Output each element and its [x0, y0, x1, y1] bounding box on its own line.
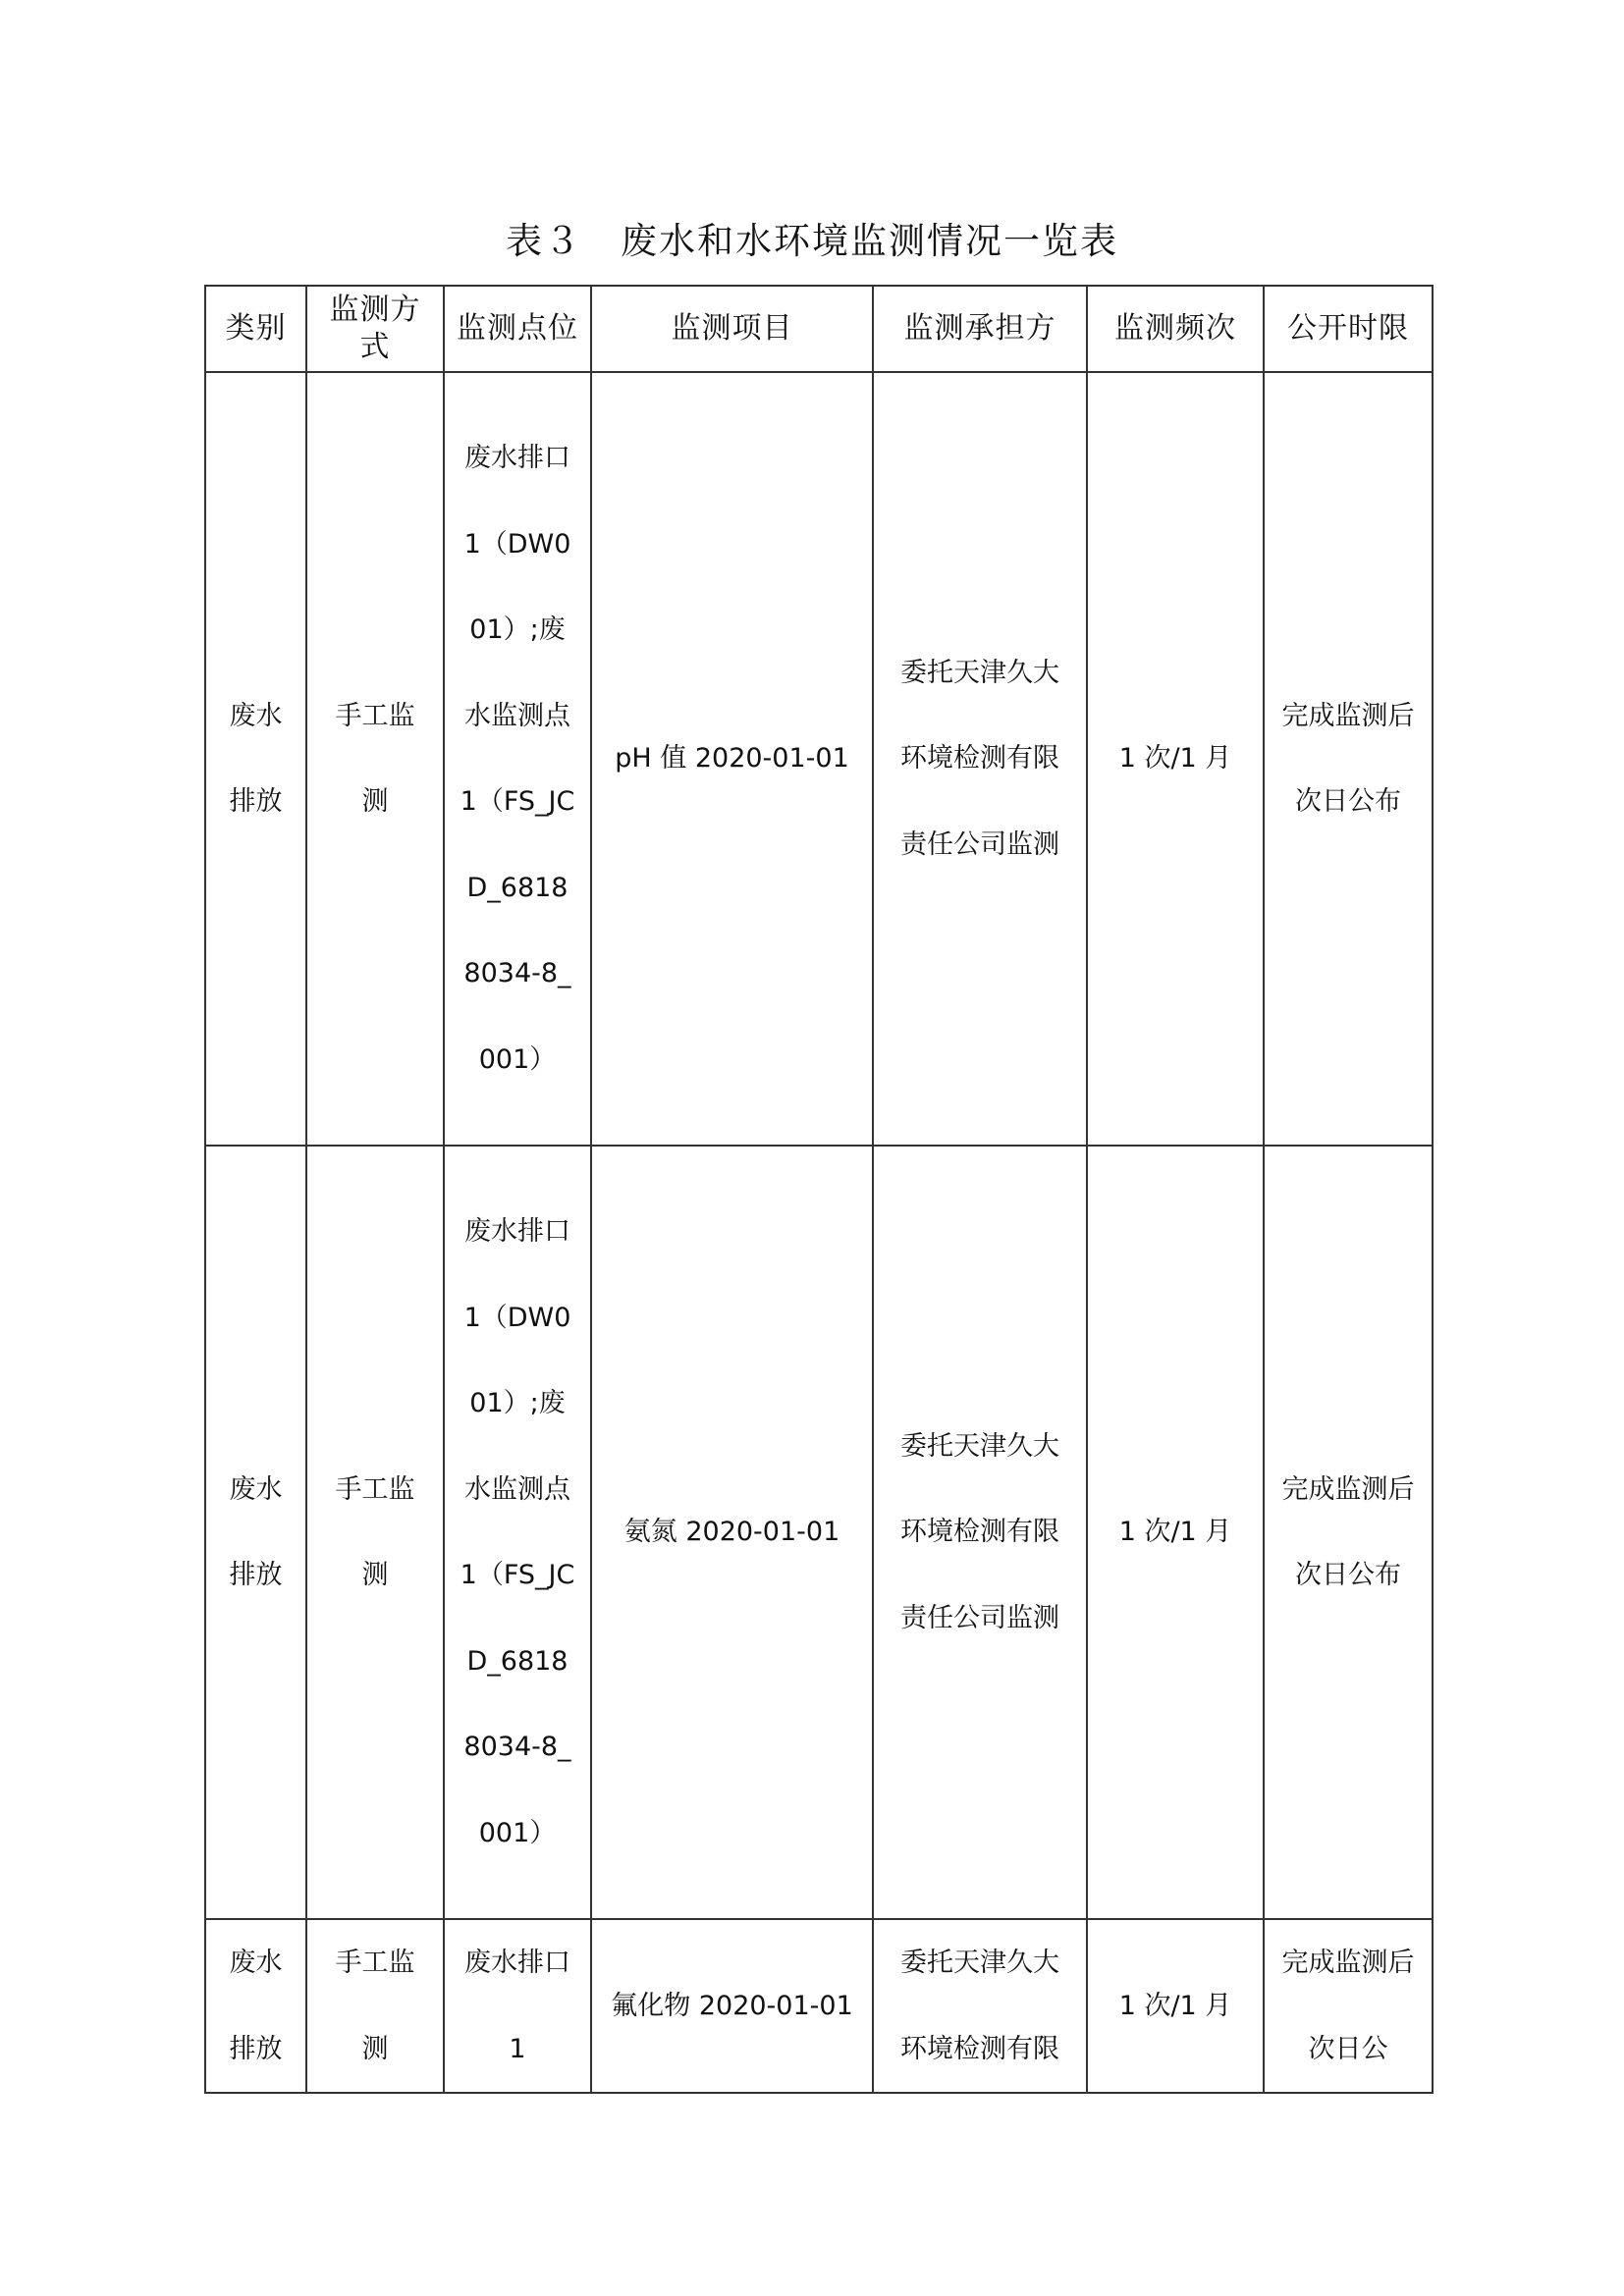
cell-disclosure: 完成监测后次日公 — [1264, 1919, 1433, 2093]
table-row — [205, 372, 1433, 1146]
cell-disclosure: 完成监测后次日公布 — [1264, 1146, 1433, 1919]
cell-provider: 委托天津久大环境检测有限责任公司监测 — [873, 1146, 1087, 1919]
cell-category: 废水排放 — [205, 372, 306, 1146]
cell-method: 手工监测 — [306, 1146, 444, 1919]
header-method: 监测方式 — [306, 286, 444, 372]
cell-frequency: 1 次/1 月 — [1087, 1919, 1264, 2093]
cell-provider: 委托天津久大环境检测有限责任公司监测 — [873, 372, 1087, 1146]
header-point: 监测点位 — [444, 286, 591, 372]
cell-point: 废水排口1（DW001）;废水监测点1（FS_JCD_68188034-8_001） — [444, 372, 591, 1146]
cell-item: 氨氮 2020-01-01 — [591, 1146, 873, 1919]
table-header-row — [205, 286, 1433, 372]
cell-provider: 委托天津久大环境检测有限 — [873, 1919, 1087, 2093]
header-category: 类别 — [205, 286, 306, 372]
header-frequency: 监测频次 — [1087, 286, 1264, 372]
cell-category: 废水排放 — [205, 1919, 306, 2093]
cell-category: 废水排放 — [205, 1146, 306, 1919]
cell-point: 废水排口1 — [444, 1919, 591, 2093]
cell-method: 手工监测 — [306, 1919, 444, 2093]
cell-point: 废水排口1（DW001）;废水监测点1（FS_JCD_68188034-8_001） — [444, 1146, 591, 1919]
table-row — [205, 1146, 1433, 1919]
cell-item: pH 值 2020-01-01 — [591, 372, 873, 1146]
monitoring-table — [204, 285, 1434, 2094]
cell-item: 氟化物 2020-01-01 — [591, 1919, 873, 2093]
header-item: 监测项目 — [591, 286, 873, 372]
cell-method: 手工监测 — [306, 372, 444, 1146]
cell-frequency: 1 次/1 月 — [1087, 1146, 1264, 1919]
table-row — [205, 1919, 1433, 2093]
page-title: 表３ 废水和水环境监测情况一览表 — [506, 220, 1118, 262]
cell-disclosure: 完成监测后次日公布 — [1264, 372, 1433, 1146]
header-provider: 监测承担方 — [873, 286, 1087, 372]
cell-frequency: 1 次/1 月 — [1087, 372, 1264, 1146]
header-disclosure: 公开时限 — [1264, 286, 1433, 372]
